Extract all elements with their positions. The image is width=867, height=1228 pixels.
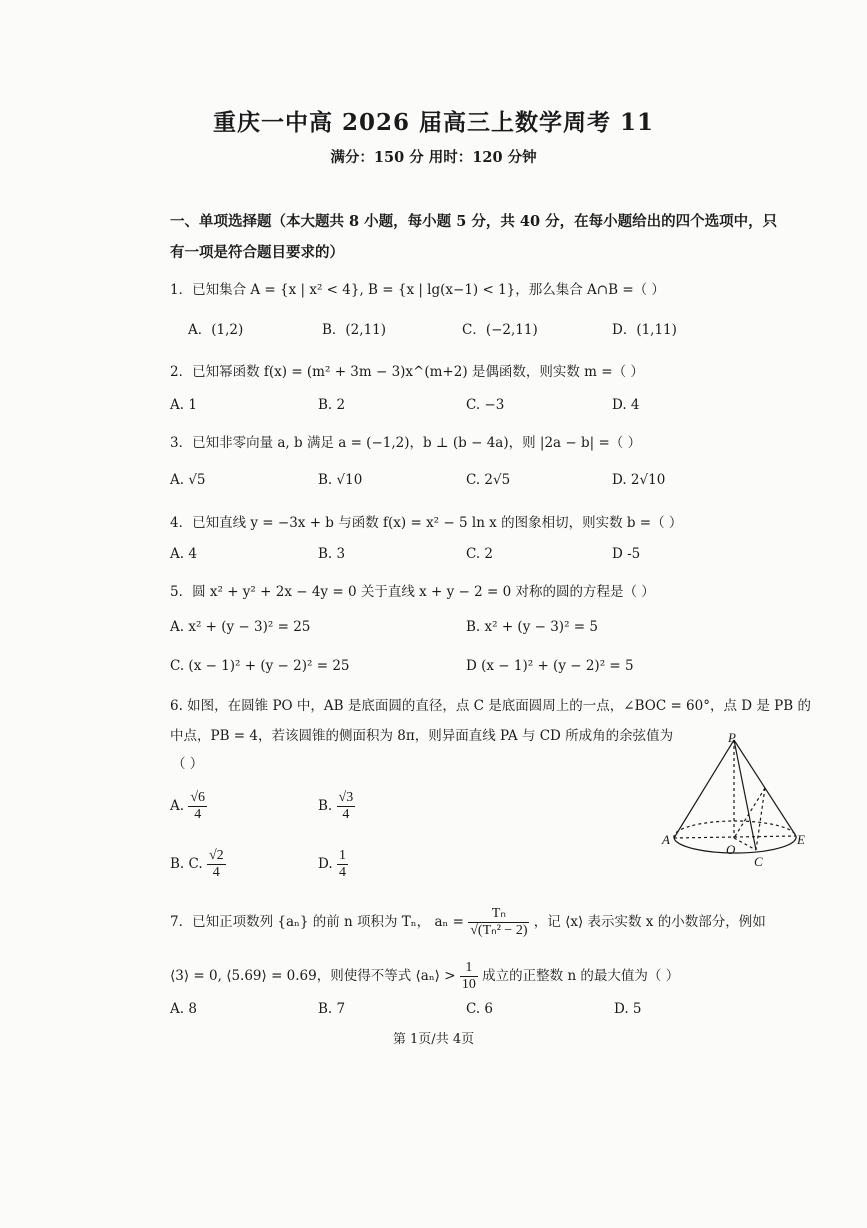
q4-option-c: C. 2 — [466, 546, 494, 562]
label-right: E — [797, 832, 805, 847]
q6-option-b-label: B. — [318, 798, 333, 815]
page-number: 第 1页/共 4页 — [392, 1032, 475, 1047]
label-center: O — [726, 842, 736, 857]
q2-option-c: C. −3 — [466, 397, 505, 413]
section-heading: 一、单项选择题（本大题共 8 小题，每小题 5 分，共 40 分，在每小题给出的四个选项中，只 — [170, 213, 778, 230]
question-5-stem: 5．圆 x² + y² + 2x − 4y = 0 关于直线 x + y − 2 = 0 对称的圆的方程是（ ） — [170, 584, 655, 600]
q6-option-c-den: 4 — [212, 865, 220, 881]
q6-option-a-label: A. — [170, 798, 185, 815]
q5-option-c: C. (x − 1)² + (y − 2)² = 25 — [170, 658, 350, 674]
q7-line2-num: 1 — [460, 960, 478, 977]
q4-option-a: A. 4 — [170, 546, 197, 562]
page-title: 重庆一中高 2026 届高三上数学周考 11 — [212, 109, 655, 136]
q6-option-c-num: √2 — [207, 848, 226, 865]
q5-option-d: D (x − 1)² + (y − 2)² = 5 — [466, 658, 634, 674]
q7-line2-part2: 成立的正整数 n 的最大值为（ ） — [482, 968, 680, 985]
cone-edge-pa — [674, 740, 734, 838]
label-bottom: C — [754, 854, 763, 869]
q7-formula-lhs: aₙ = — [434, 914, 464, 931]
question-6-stem: 6. 如图，在圆锥 PO 中，AB 是底面圆的直径，点 C 是底面圆周上的一点，∠BOC = 60°，点 D 是 PB 的 — [170, 698, 811, 714]
q5-option-a: A. x² + (y − 3)² = 25 — [170, 619, 311, 635]
segment-oc — [734, 838, 756, 850]
q1-option-b: B．(2,11) — [322, 322, 387, 338]
q2-option-a: A. 1 — [170, 397, 197, 413]
question-7-stem — [170, 906, 766, 939]
q7-formula-den: √(Tₙ² − 2) — [470, 923, 528, 939]
q2-option-b: B. 2 — [318, 397, 346, 413]
question-6-answer-blank: （ ） — [172, 756, 204, 772]
q3-option-d: D. 2√10 — [612, 472, 666, 488]
q1-option-d: D．(1,11) — [612, 322, 677, 338]
q3-option-a: A. √5 — [170, 472, 206, 488]
q7-option-a: A. 8 — [170, 1001, 197, 1017]
q2-option-d: D. 4 — [612, 397, 640, 413]
q6-option-d — [318, 848, 348, 881]
q3-option-b: B. √10 — [318, 472, 363, 488]
segment-cd — [756, 788, 765, 850]
question-1-stem: 1．已知集合 A = {x | x² < 4}, B = {x | lg(x−1) < 1}，那么集合 A∩B =（ ） — [170, 282, 665, 298]
cone-figure — [660, 730, 810, 870]
q7-line2-den: 10 — [461, 977, 476, 993]
q6-option-d-label: D. — [318, 856, 333, 873]
q6-option-c-label: B. C. — [170, 856, 203, 873]
q6-option-d-den: 4 — [338, 865, 346, 881]
q7-option-d: D. 5 — [614, 1001, 642, 1017]
q7-stem-part2: ，记 ⟨x⟩ 表示实数 x 的小数部分，例如 — [533, 914, 766, 931]
q7-option-c: C. 6 — [466, 1001, 494, 1017]
q1-option-c: C．(−2,11) — [462, 322, 538, 338]
q5-option-b: B. x² + (y − 3)² = 5 — [466, 619, 598, 635]
q6-option-a-num: √6 — [188, 790, 207, 807]
q6-option-b-den: 4 — [342, 807, 350, 823]
question-6-stem-cont: 中点，PB = 4，若该圆锥的侧面积为 8π，则异面直线 PA 与 CD 所成角的余弦值为 — [170, 728, 674, 744]
q7-line2-part1: ⟨3⟩ = 0, ⟨5.69⟩ = 0.69，则使得不等式 ⟨aₙ⟩ > — [170, 968, 456, 985]
q6-option-d-num: 1 — [337, 848, 348, 865]
section-heading-cont: 有一项是符合题目要求的） — [170, 244, 344, 261]
question-4-stem: 4．已知直线 y = −3x + b 与函数 f(x) = x² − 5 ln x 的图象相切，则实数 b =（ ） — [170, 515, 683, 531]
q7-stem-part1: 7．已知正项数列 {aₙ} 的前 n 项积为 Tₙ， — [170, 914, 431, 931]
q6-option-c — [170, 848, 226, 881]
segment-od — [734, 788, 765, 838]
question-2-stem: 2．已知幂函数 f(x) = (m² + 3m − 3)x^(m+2) 是偶函数，则实数 m =（ ） — [170, 364, 644, 380]
q3-option-c: C. 2√5 — [466, 472, 511, 488]
q6-option-b-num: √3 — [337, 790, 356, 807]
question-7-stem-cont — [170, 960, 679, 993]
q7-option-b: B. 7 — [318, 1001, 346, 1017]
q7-formula-num: Tₙ — [468, 906, 529, 923]
q1-option-a: A．(1,2) — [188, 322, 244, 338]
label-left: A — [662, 832, 670, 847]
q6-option-b — [318, 790, 355, 823]
label-apex: P — [728, 730, 736, 745]
q6-option-a — [170, 790, 207, 823]
q4-option-b: B. 3 — [318, 546, 346, 562]
q4-option-d: D -5 — [612, 546, 641, 562]
exam-info: 满分：150 分 用时：120 分钟 — [330, 149, 537, 166]
question-3-stem: 3．已知非零向量 a, b 满足 a = (−1,2)，b ⊥ (b − 4a)，则 |2a − b| =（ ） — [170, 435, 642, 451]
q6-option-a-den: 4 — [194, 807, 202, 823]
